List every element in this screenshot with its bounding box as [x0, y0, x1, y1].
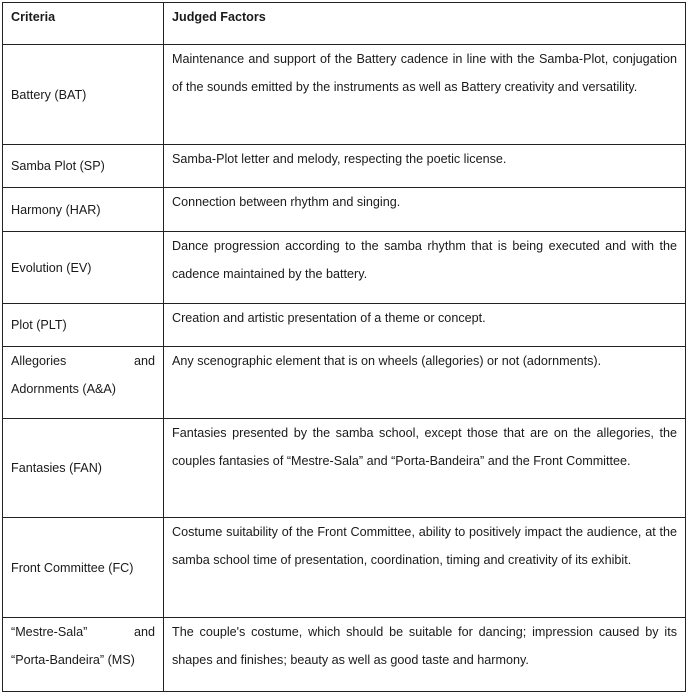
factor-cell: Dance progression according to the samba rhythm that is being executed and with the cadence maintained by the battery.: [164, 232, 686, 304]
table-row: [3, 618, 686, 692]
table-row: [3, 188, 686, 232]
criterion-line: Allegories and: [11, 354, 155, 368]
table-header-row: [3, 3, 686, 45]
criterion-cell: [3, 618, 164, 692]
header-judged-factors: Judged Factors: [164, 3, 686, 45]
criterion-cell: Plot (PLT): [3, 304, 164, 347]
criterion-line: “Mestre-Sala” and: [11, 625, 155, 639]
criterion-line: Adornments (A&A): [11, 382, 116, 396]
criterion-cell: Evolution (EV): [3, 232, 164, 304]
criterion-cell: Battery (BAT): [3, 45, 164, 145]
table-row: [3, 419, 686, 518]
factor-cell: Creation and artistic presentation of a theme or concept.: [164, 304, 686, 347]
criteria-table: [2, 2, 686, 692]
table-row: [3, 518, 686, 618]
factor-cell: Maintenance and support of the Battery cadence in line with the Samba-Plot, conjugation of the sounds emitted by the instruments as well as Battery creativity and versatility.: [164, 45, 686, 145]
criterion-cell: Samba Plot (SP): [3, 145, 164, 188]
factor-cell: The couple's costume, which should be suitable for dancing; impression caused by its shapes and finishes; beauty as well as good taste and harmony.: [164, 618, 686, 692]
table-row: [3, 45, 686, 145]
factor-cell: Any scenographic element that is on wheels (allegories) or not (adornments).: [164, 347, 686, 419]
criterion-cell: Front Committee (FC): [3, 518, 164, 618]
criterion-cell: Harmony (HAR): [3, 188, 164, 232]
factor-cell: Fantasies presented by the samba school, except those that are on the allegories, the couples fantasies of “Mestre-Sala” and “Porta-Bandeira” and the Front Committee.: [164, 419, 686, 518]
factor-cell: Samba-Plot letter and melody, respecting the poetic license.: [164, 145, 686, 188]
criterion-cell: Fantasies (FAN): [3, 419, 164, 518]
header-criteria: Criteria: [3, 3, 164, 45]
criterion-line: “Porta-Bandeira” (MS): [11, 653, 135, 667]
table-row: [3, 145, 686, 188]
factor-cell: Connection between rhythm and singing.: [164, 188, 686, 232]
table-row: [3, 232, 686, 304]
criterion-cell: [3, 347, 164, 419]
factor-cell: Costume suitability of the Front Committee, ability to positively impact the audience, at the samba school time of presentation, coordination, timing and creativity of its exhibit.: [164, 518, 686, 618]
table-row: [3, 304, 686, 347]
table-row: [3, 347, 686, 419]
